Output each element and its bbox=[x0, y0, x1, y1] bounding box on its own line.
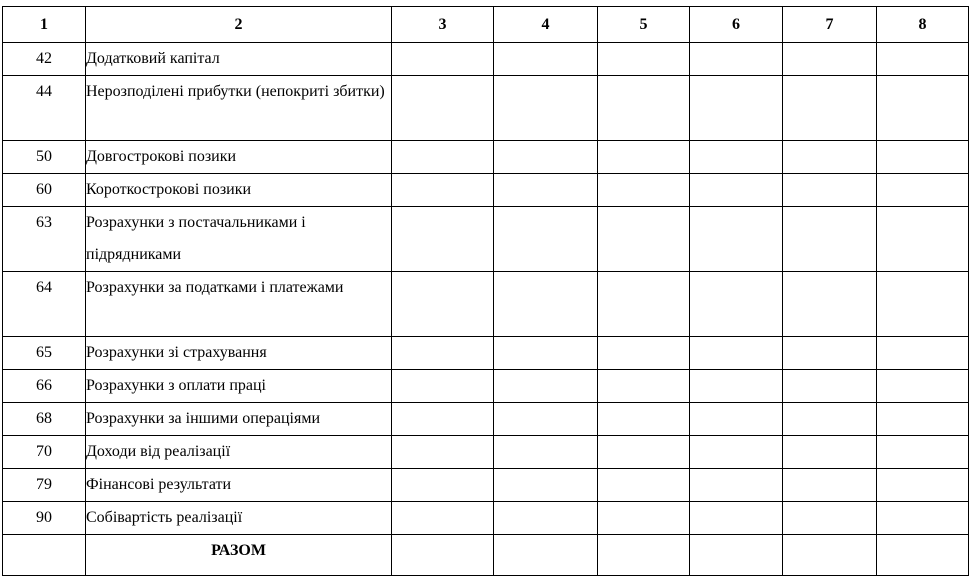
value-cell bbox=[392, 174, 494, 207]
account-code: 66 bbox=[3, 370, 86, 403]
value-cell bbox=[877, 207, 969, 272]
value-cell bbox=[877, 141, 969, 174]
value-cell bbox=[392, 76, 494, 141]
account-code: 79 bbox=[3, 469, 86, 502]
account-name: Розрахунки зі страхування bbox=[86, 337, 392, 370]
value-cell bbox=[494, 43, 598, 76]
column-header-8: 8 bbox=[877, 7, 969, 43]
value-cell bbox=[690, 403, 783, 436]
value-cell bbox=[690, 141, 783, 174]
value-cell bbox=[877, 469, 969, 502]
account-code: 90 bbox=[3, 502, 86, 535]
value-cell bbox=[690, 76, 783, 141]
value-cell bbox=[598, 76, 690, 141]
value-cell bbox=[598, 403, 690, 436]
column-header-4: 4 bbox=[494, 7, 598, 43]
value-cell bbox=[690, 174, 783, 207]
value-cell bbox=[392, 207, 494, 272]
value-cell bbox=[690, 469, 783, 502]
account-name: Нерозподілені прибутки (непокриті збитки) bbox=[86, 76, 392, 141]
value-cell bbox=[783, 272, 877, 337]
account-code: 68 bbox=[3, 403, 86, 436]
account-name: Розрахунки за іншими операціями bbox=[86, 403, 392, 436]
column-header-1: 1 bbox=[3, 7, 86, 43]
total-code-cell bbox=[3, 535, 86, 576]
value-cell bbox=[392, 337, 494, 370]
total-value-cell bbox=[783, 535, 877, 576]
value-cell bbox=[783, 43, 877, 76]
accounts-table bbox=[2, 6, 969, 576]
value-cell bbox=[690, 43, 783, 76]
value-cell bbox=[392, 43, 494, 76]
value-cell bbox=[494, 272, 598, 337]
value-cell bbox=[494, 403, 598, 436]
account-name: Додатковий капітал bbox=[86, 43, 392, 76]
table-row bbox=[3, 337, 969, 370]
value-cell bbox=[690, 370, 783, 403]
value-cell bbox=[877, 403, 969, 436]
value-cell bbox=[783, 403, 877, 436]
value-cell bbox=[598, 502, 690, 535]
total-value-cell bbox=[392, 535, 494, 576]
value-cell bbox=[877, 76, 969, 141]
account-name: Фінансові результати bbox=[86, 469, 392, 502]
value-cell bbox=[392, 403, 494, 436]
table-header-row bbox=[3, 7, 969, 43]
column-header-5: 5 bbox=[598, 7, 690, 43]
total-row bbox=[3, 535, 969, 576]
value-cell bbox=[877, 43, 969, 76]
value-cell bbox=[877, 370, 969, 403]
table-row bbox=[3, 370, 969, 403]
value-cell bbox=[877, 436, 969, 469]
account-code: 63 bbox=[3, 207, 86, 272]
value-cell bbox=[392, 370, 494, 403]
value-cell bbox=[598, 337, 690, 370]
value-cell bbox=[392, 141, 494, 174]
value-cell bbox=[494, 370, 598, 403]
account-name: Собівартість реалізації bbox=[86, 502, 392, 535]
account-code: 60 bbox=[3, 174, 86, 207]
value-cell bbox=[877, 337, 969, 370]
value-cell bbox=[598, 43, 690, 76]
value-cell bbox=[783, 207, 877, 272]
column-header-2: 2 bbox=[86, 7, 392, 43]
account-code: 65 bbox=[3, 337, 86, 370]
total-label: РАЗОМ bbox=[86, 535, 392, 576]
value-cell bbox=[598, 370, 690, 403]
value-cell bbox=[783, 469, 877, 502]
value-cell bbox=[690, 436, 783, 469]
account-code: 70 bbox=[3, 436, 86, 469]
account-name: Розрахунки з оплати праці bbox=[86, 370, 392, 403]
table-row bbox=[3, 207, 969, 272]
account-code: 42 bbox=[3, 43, 86, 76]
account-name: Розрахунки за податками і платежами bbox=[86, 272, 392, 337]
account-code: 44 bbox=[3, 76, 86, 141]
table-row bbox=[3, 76, 969, 141]
value-cell bbox=[783, 370, 877, 403]
value-cell bbox=[494, 502, 598, 535]
value-cell bbox=[783, 337, 877, 370]
value-cell bbox=[392, 272, 494, 337]
value-cell bbox=[598, 174, 690, 207]
value-cell bbox=[690, 207, 783, 272]
value-cell bbox=[783, 76, 877, 141]
value-cell bbox=[598, 141, 690, 174]
value-cell bbox=[494, 207, 598, 272]
column-header-7: 7 bbox=[783, 7, 877, 43]
total-value-cell bbox=[598, 535, 690, 576]
table-row bbox=[3, 436, 969, 469]
value-cell bbox=[690, 337, 783, 370]
column-header-6: 6 bbox=[690, 7, 783, 43]
value-cell bbox=[494, 76, 598, 141]
value-cell bbox=[690, 272, 783, 337]
account-name: Короткострокові позики bbox=[86, 174, 392, 207]
value-cell bbox=[392, 469, 494, 502]
value-cell bbox=[783, 502, 877, 535]
account-code: 50 bbox=[3, 141, 86, 174]
value-cell bbox=[392, 436, 494, 469]
value-cell bbox=[783, 141, 877, 174]
value-cell bbox=[877, 502, 969, 535]
value-cell bbox=[392, 502, 494, 535]
value-cell bbox=[598, 272, 690, 337]
table-row bbox=[3, 174, 969, 207]
value-cell bbox=[783, 436, 877, 469]
value-cell bbox=[690, 502, 783, 535]
table-row bbox=[3, 43, 969, 76]
table-row bbox=[3, 502, 969, 535]
table-row bbox=[3, 141, 969, 174]
value-cell bbox=[494, 337, 598, 370]
value-cell bbox=[494, 469, 598, 502]
total-value-cell bbox=[690, 535, 783, 576]
value-cell bbox=[783, 174, 877, 207]
value-cell bbox=[598, 436, 690, 469]
table-row bbox=[3, 469, 969, 502]
value-cell bbox=[494, 436, 598, 469]
value-cell bbox=[598, 469, 690, 502]
total-value-cell bbox=[877, 535, 969, 576]
table-row bbox=[3, 272, 969, 337]
value-cell bbox=[598, 207, 690, 272]
value-cell bbox=[494, 141, 598, 174]
value-cell bbox=[494, 174, 598, 207]
table-row bbox=[3, 403, 969, 436]
value-cell bbox=[877, 272, 969, 337]
account-name: Розрахунки з постачальниками і підрядниками bbox=[86, 207, 392, 272]
account-name: Довгострокові позики bbox=[86, 141, 392, 174]
column-header-3: 3 bbox=[392, 7, 494, 43]
value-cell bbox=[877, 174, 969, 207]
account-name: Доходи від реалізації bbox=[86, 436, 392, 469]
total-value-cell bbox=[494, 535, 598, 576]
account-code: 64 bbox=[3, 272, 86, 337]
